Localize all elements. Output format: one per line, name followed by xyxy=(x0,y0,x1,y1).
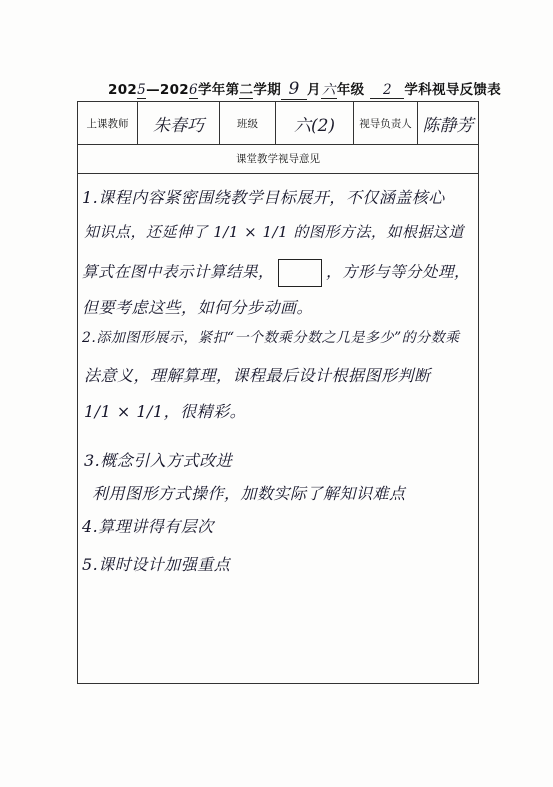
comments-area xyxy=(77,173,479,684)
year-mid: —202 xyxy=(146,82,189,98)
comment-line: 1.课程内容紧密围绕教学目标展开，不仅涵盖核心 xyxy=(82,188,445,207)
section-title: 课堂教学视导意见 xyxy=(77,144,479,174)
year-start-handwritten: 5 xyxy=(137,82,147,98)
label-month: 月 xyxy=(307,82,321,98)
comment-line: 3.概念引入方式改进 xyxy=(84,451,233,470)
year-end-handwritten: 6 xyxy=(189,82,198,98)
comment-line: 知识点，还延伸了 1/1 × 1/1 的图形方法，如根据这道 xyxy=(84,223,464,241)
grade-handwritten: 六 xyxy=(321,78,337,99)
drawn-square xyxy=(278,259,322,287)
class-label: 班级 xyxy=(220,102,276,144)
comment-line: 1/1 × 1/1，很精彩。 xyxy=(84,402,247,421)
label-grade: 年级 xyxy=(336,82,365,98)
class-value: 六(2) xyxy=(276,102,354,144)
teacher-label: 上课教师 xyxy=(78,102,138,144)
comment-line: 2.添加图形展示，紧扣“一个数乘分数之几是多少”的分数乘 xyxy=(82,330,460,346)
comment-line: 法意义，理解算理，课程最后设计根据图形判断 xyxy=(84,366,431,385)
subject-handwritten: 2 xyxy=(370,82,404,99)
teacher-value: 朱春巧 xyxy=(138,102,220,144)
comment-line: 但要考虑这些，如何分步动画。 xyxy=(82,298,314,317)
header-table xyxy=(77,101,479,145)
year-prefix: 202 xyxy=(108,82,138,98)
comment-text: 算式在图中表示计算结果， xyxy=(82,263,275,281)
supervisor-label: 视导负责人 xyxy=(354,102,418,144)
comment-line xyxy=(82,259,470,287)
label-semester: 学期 xyxy=(253,82,281,98)
comment-line: 4.算理讲得有层次 xyxy=(82,517,214,536)
label-school-year: 学年第 xyxy=(197,82,240,98)
semester-value: 二 xyxy=(239,78,253,99)
month-handwritten: 9 xyxy=(281,79,307,100)
comment-line: 利用图形方式操作，加数实际了解知识难点 xyxy=(92,484,406,503)
comment-text: ，方形与等分处理， xyxy=(326,263,471,281)
label-feedback-form: 学科视导反馈表 xyxy=(404,82,502,98)
form-title xyxy=(108,78,502,100)
comment-line: 5.课时设计加强重点 xyxy=(82,555,231,574)
supervisor-value: 陈静芳 xyxy=(422,115,474,136)
